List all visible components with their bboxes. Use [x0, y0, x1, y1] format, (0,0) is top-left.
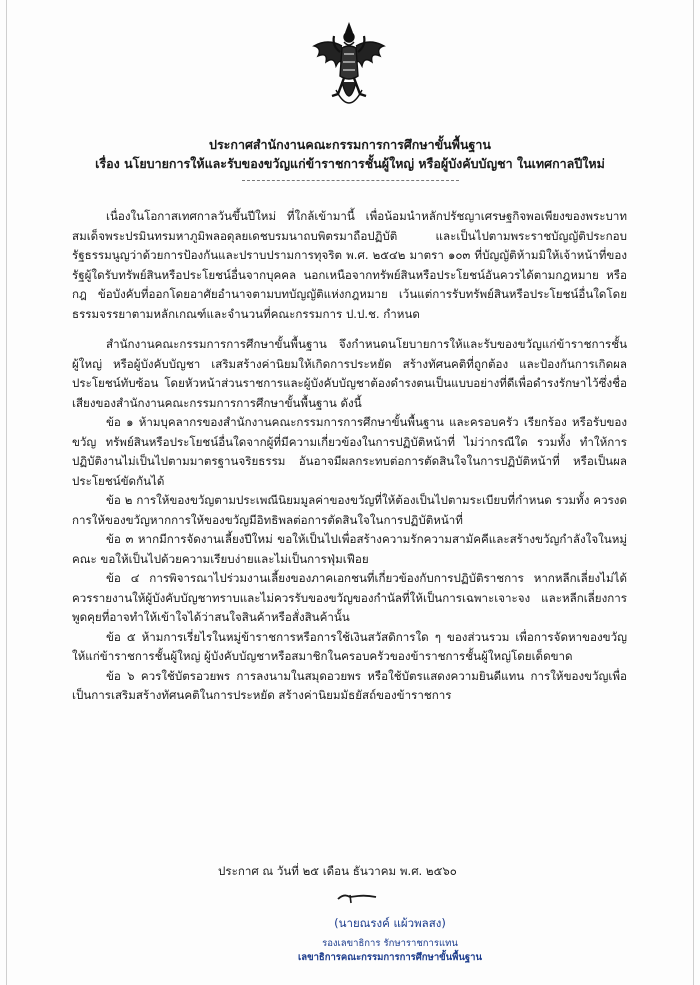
paragraph-clause-5: ข้อ ๕ ห้ามการเรี่ยไรในหมู่ข้าราชการหรือการใช้เงินสวัสดิการใด ๆ ของส่วนรวม เพื่อการจัดหาของขวัญให้แก่ข้าราชการชั้นผู้ใหญ่ ผู้บังคับบัญชาหรือสมาชิกในครอบครัวของข้าราชการชั้นผู้ใหญ่โดยเด็ดขาด — [72, 629, 627, 663]
signatory-position-acting: รองเลขาธิการ รักษาราชการแทน — [322, 938, 458, 949]
paragraph-intro: เนื่องในโอกาสเทศกาลวันขึ้นปีใหม่ ที่ใกล้เข้ามานี้ เพื่อน้อมนำหลักปรัชญาเศรษฐกิจพอเพียงของพระบาทสมเด็จพระปรมินทรมหาภูมิพลอดุลยเดชบรมนาถบพิตรมาถือปฏิบัติ และเป็นไปตามพระราชบัญญัติประกอบรัฐธรรมนูญว่าด้วยการป้องกันและปราบปรามการทุจริต พ.ศ. ๒๕๔๒ มาตรา ๑๐๓ ที่บัญญัติห้ามมิให้เจ้าหน้าที่ของรัฐผู้ใดรับทรัพย์สินหรือประโยชน์อื่นจากบุคคล นอกเหนือจากทรัพย์สินหรือประโยชน์อันควรได้ตามกฎหมาย หรือกฎ ข้อบังคับที่ออกโดยอาศัยอำนาจตามบทบัญญัติแห่งกฎหมาย เว้นแต่การรับทรัพย์สินหรือประโยชน์อื่นใดโดยธรรมจรรยาตามหลักเกณฑ์และจำนวนที่คณะกรรมการ ป.ป.ช. กำหนด — [72, 209, 627, 321]
document-body — [72, 207, 627, 706]
page-edge-left — [6, 0, 7, 985]
signatory-name: (นายณรงค์ แผ้วพลสง) — [334, 916, 446, 930]
paragraph-clause-1: ข้อ ๑ ห้ามบุคลากรของสำนักงานคณะกรรมการการศึกษาขั้นพื้นฐาน และครอบครัว เรียกร้อง หรือรับของขวัญ ทรัพย์สินหรือประโยชน์อื่นใดจากผู้ที่มีความเกี่ยวข้องในการปฏิบัติหน้าที่ ไม่ว่ากรณีใด รวมทั้ง ทำให้การปฏิบัติงานไม่เป็นไปตามมาตรฐานจริยธรรม อันอาจมีผลกระทบต่อการตัดสินใจในการปฏิบัติหน้าที่ หรือเป็นผลประโยชน์ขัดกันได้ — [72, 415, 627, 488]
announcement-subject: เรื่อง นโยบายการให้และรับของขวัญแก่ข้าราชการชั้นผู้ใหญ่ หรือผู้บังคับบัญชา ในเทศกาลปีใหม่ — [95, 156, 605, 171]
announcement-title: ประกาศสำนักงานคณะกรรมการการศึกษาขั้นพื้นฐาน — [209, 137, 491, 152]
signatory-position-title: เลขาธิการคณะกรรมการการศึกษาขั้นพื้นฐาน — [298, 952, 482, 963]
page-edge-right — [693, 0, 694, 985]
paragraph-clause-3: ข้อ ๓ หากมีการจัดงานเลี้ยงปีใหม่ ขอให้เป็นไปเพื่อสร้างความรักความสามัคคีและสร้างขวัญกำลังใจในหมู่คณะ ขอให้เป็นไปด้วยความเรียบง่ายและไม่เป็นการฟุ่มเฟือย — [72, 532, 627, 566]
paragraph-clause-4: ข้อ ๔ การพิจารณาไปร่วมงานเลี้ยงของภาคเอกชนที่เกี่ยวข้องกับการปฏิบัติราชการ หากหลีกเลี่ยงไม่ได้ ควรรายงานให้ผู้บังคับบัญชาทราบและไม่ควรรับของขวัญของกำนัลที่ให้เป็นการเฉพาะเจาะจง และหลีกเลี่ยงการพูดคุยที่อาจทำให้เข้าใจได้ว่าสนใจสินค้าหรือสั่งสินค้านั้น — [72, 571, 627, 624]
garuda-emblem-icon — [306, 20, 392, 118]
announcement-date: ประกาศ ณ วันที่ ๒๕ เดือน ธันวาคม พ.ศ. ๒๕๖๐ — [218, 864, 457, 878]
handwritten-signature — [336, 885, 382, 909]
paragraph-policy: สำนักงานคณะกรรมการการศึกษาขั้นพื้นฐาน จึงกำหนดนโยบายการให้และรับของขวัญแก่ข้าราชการชั้นผู้ใหญ่ หรือผู้บังคับบัญชา เสริมสร้างค่านิยมให้เกิดการประหยัด สร้างทัศนคติที่ถูกต้อง และป้องกันการเกิดผลประโยชน์ทับซ้อน โดยหัวหน้าส่วนราชการและผู้บังคับบัญชาต้องดำรงตนเป็นแบบอย่างที่ดีเพื่อดำรงรักษาไว้ซึ่งชื่อเสียงของสำนักงานคณะกรรมการการศึกษาขั้นพื้นฐาน ดังนี้ — [72, 337, 627, 410]
paragraph-clause-2: ข้อ ๒ การให้ของขวัญตามประเพณีนิยมมูลค่าของขวัญที่ให้ต้องเป็นไปตามระเบียบที่กำหนด รวมทั้ง ควรงดการให้ของขวัญหากการให้ของขวัญมีอิทธิพลต่อการตัดสินใจในการปฏิบัติหน้าที่ — [72, 493, 627, 527]
title-divider — [242, 180, 459, 181]
paragraph-clause-6: ข้อ ๖ ควรใช้บัตรอวยพร การลงนามในสมุดอวยพร หรือใช้บัตรแสดงความยินดีแทน การให้ของขวัญเพื่อเป็นการเสริมสร้างทัศนคติในการประหยัด สร้างค่านิยมมัธยัสถ์ของข้าราชการ — [72, 668, 627, 702]
